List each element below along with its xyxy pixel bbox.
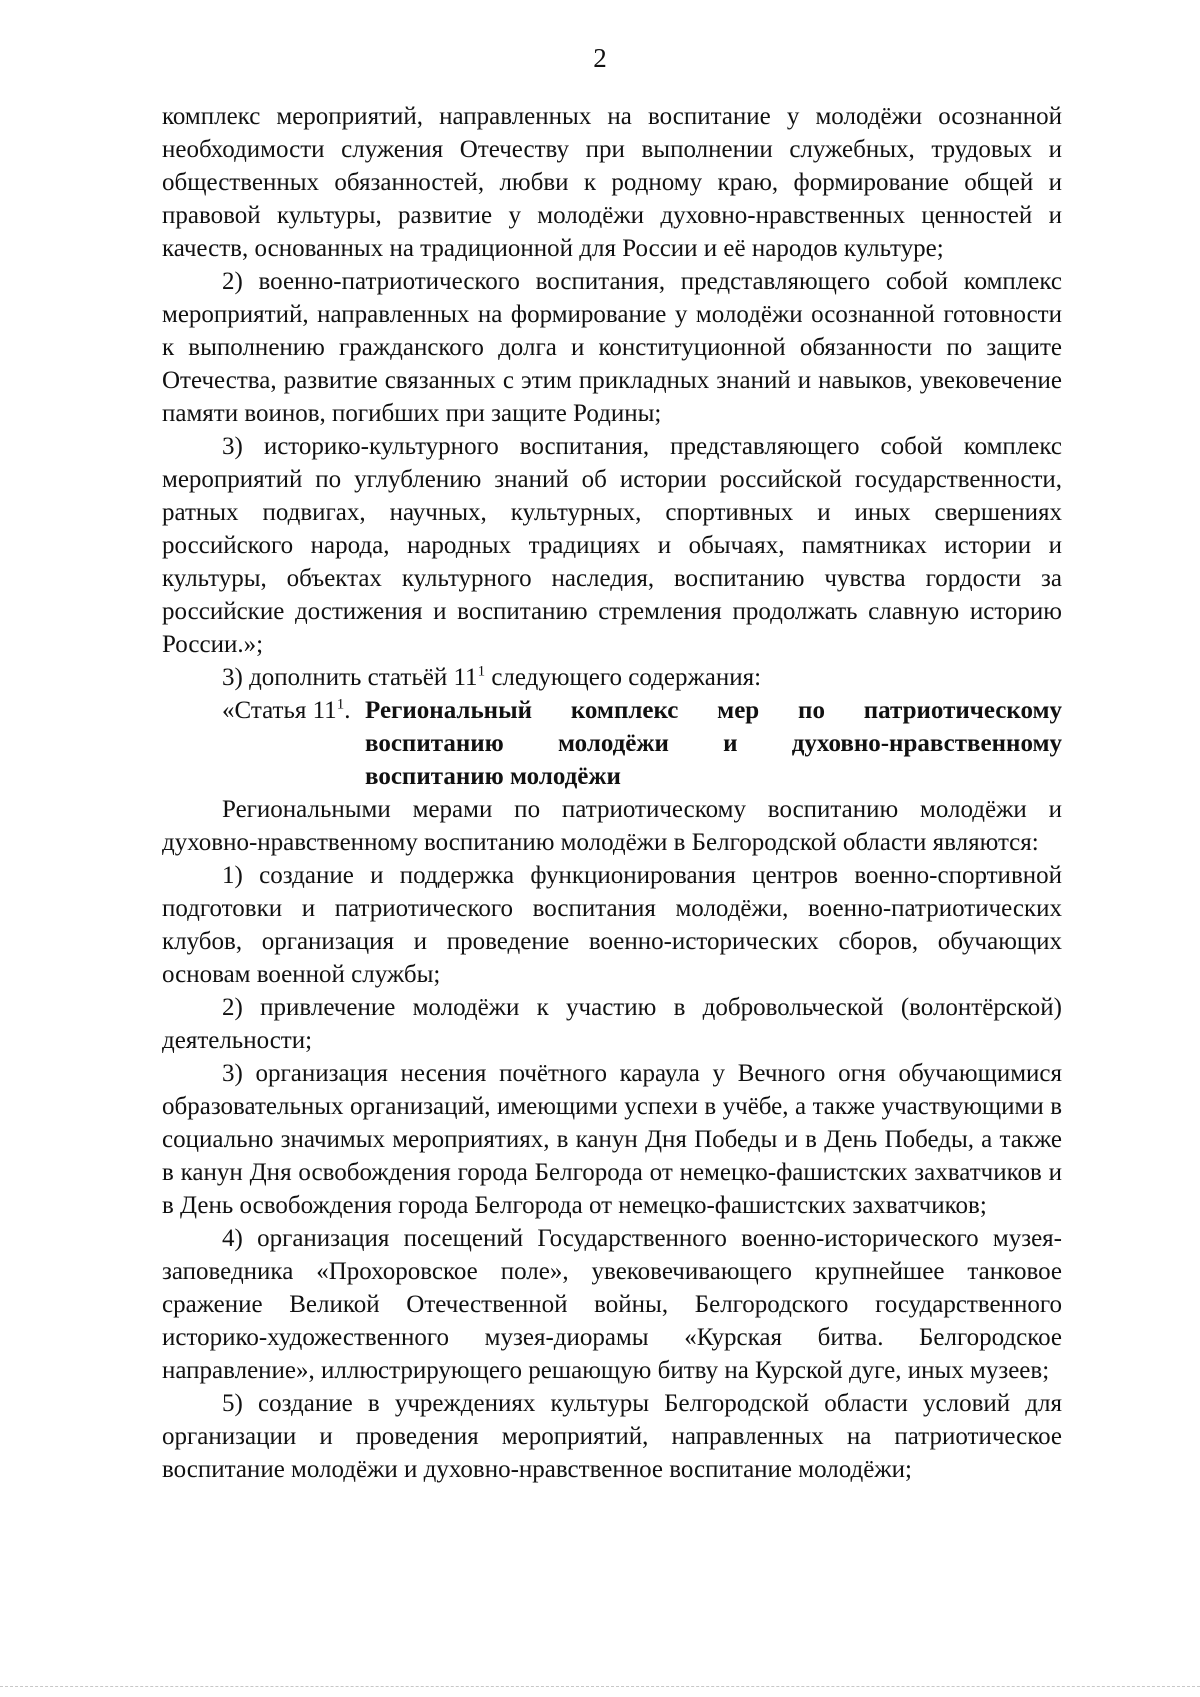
paragraph-continuation: комплекс мероприятий, направленных на воспитание у молодёжи осознанной необходимости служения Отечеству при выполнении служебных, трудовых и общественных обязанностей, любви к родному краю, формирование общей и правовой культуры, развитие у молодёжи духовно-нравственных ценностей и качеств, основанных на традиционной для России и её народов культуре; <box>162 103 1062 262</box>
paragraph-military-patriotic: 2) военно-патриотического воспитания, представляющего собой комплекс мероприятий, направленных на формирование у молодёжи осознанной готовности к выполнению гражданского долга и конституционной обязанности по защите Отечества, развитие связанных с этим прикладных знаний и навыков, увековечение памяти воинов, погибших при защите Родины; <box>162 268 1062 427</box>
paragraph-regional-measures: Региональными мерами по патриотическому воспитанию молодёжи и духовно-нравственному воспитанию молодёжи в Белгородской области являются: <box>162 796 1062 856</box>
paragraph-item-4: 4) организация посещений Государственного военно-исторического музея-заповедника «Прохоровское поле», увековечивающего крупнейшее танковое сражение Великой Отечественной войны, Белгородского государственного историко-художественного музея-диорамы «Курская битва. Белгородское направление», иллюстрирующего решающую битву на Курской дуге, иных музеев; <box>162 1225 1062 1384</box>
paragraph-item-2: 2) привлечение молодёжи к участию в добровольческой (волонтёрской) деятельности; <box>162 994 1062 1054</box>
article-lead-text: «Статья 11 <box>222 697 337 724</box>
article-number <box>162 694 365 793</box>
paragraph-item-3: 3) организация несения почётного караула у Вечного огня обучающимися образовательных организаций, имеющими успехи в учёбе, а также участвующими в социально значимых мероприятиях, в канун Дня Победы и в День Победы, а также в канун Дня освобождения города Белгорода от немецко-фашистских захватчиков и в День освобождения города Белгорода от немецко-фашистских захватчиков; <box>162 1060 1062 1219</box>
page-number: 2 <box>593 43 607 73</box>
article-title: Региональный комплекс мер по патриотическому воспитанию молодёжи и духовно-нравственному воспитанию молодёжи <box>365 697 1062 790</box>
document-body <box>162 100 1062 1486</box>
add-article-superscript: 1 <box>477 663 486 680</box>
article-superscript: 1 <box>336 696 345 713</box>
add-article-tail: следующего содержания: <box>485 664 762 691</box>
scan-edge-line <box>0 1686 1200 1687</box>
article-heading <box>162 694 1062 793</box>
add-article-text: 3) дополнить статьёй 11 <box>222 664 478 691</box>
paragraph-historical-cultural: 3) историко-культурного воспитания, представляющего собой комплекс мероприятий по углублению знаний об истории российской государственности, ратных подвигах, научных, культурных, спортивных и иных свершениях российского народа, народных традициях и обычаях, памятниках истории и культуры, объектах культурного наследия, воспитанию чувства гордости за российские достижения и воспитанию стремления продолжать славную историю России.»; <box>162 433 1062 658</box>
article-dot: . <box>344 697 351 724</box>
paragraph-item-5: 5) создание в учреждениях культуры Белгородской области условий для организации и проведения мероприятий, направленных на патриотическое воспитание молодёжи и духовно-нравственное воспитание молодёжи; <box>162 1390 1062 1483</box>
paragraph-item-1: 1) создание и поддержка функционирования центров военно-спортивной подготовки и патриотического воспитания молодёжи, военно-патриотических клубов, организация и проведение военно-исторических сборов, обучающих основам военной службы; <box>162 862 1062 988</box>
paragraph-add-article <box>162 661 1062 694</box>
